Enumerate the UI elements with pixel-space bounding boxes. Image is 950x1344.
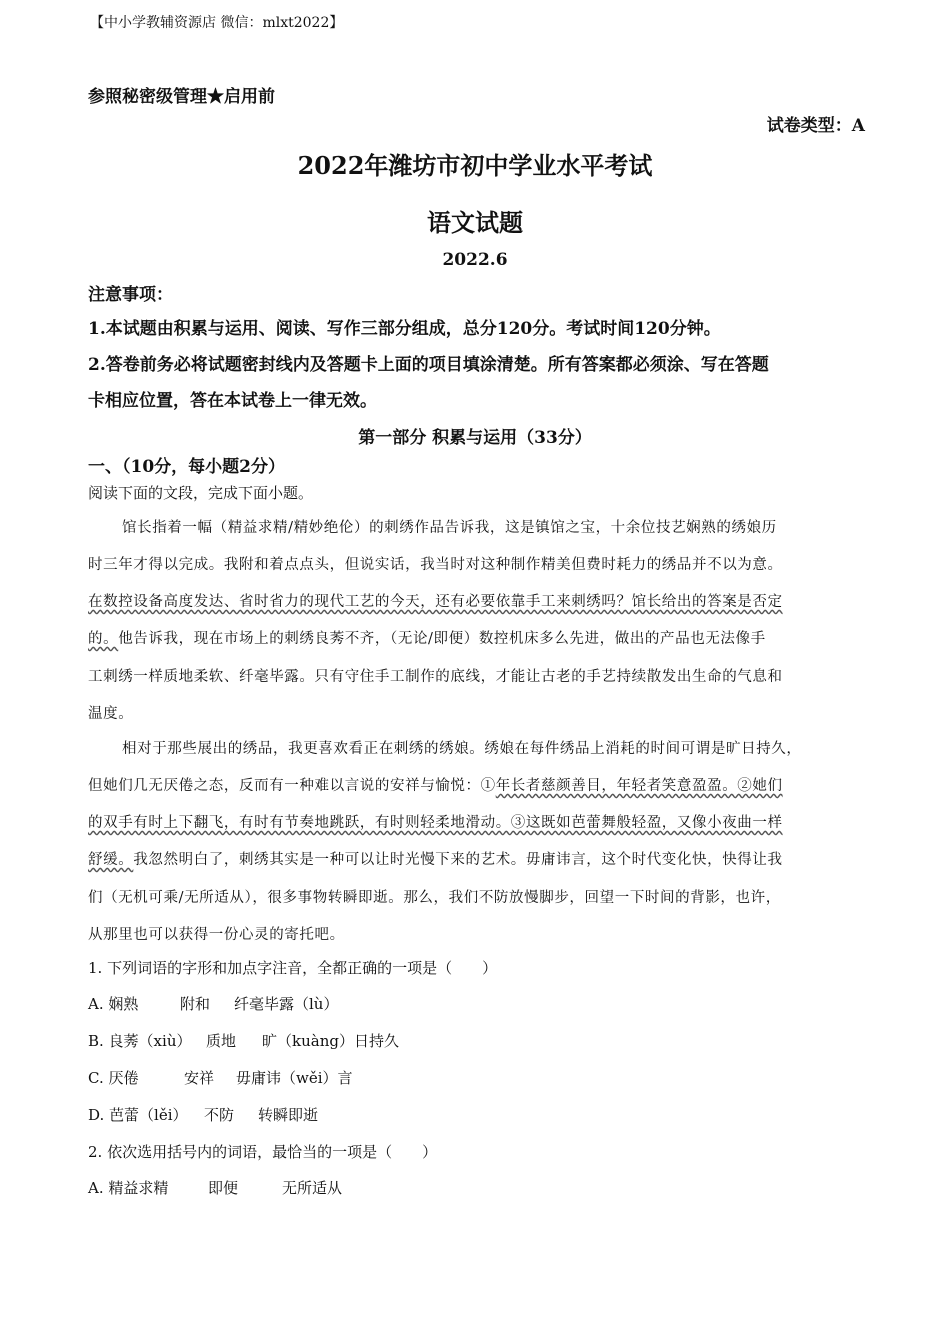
- option-text: 转瞬即逝: [258, 1106, 319, 1124]
- passage-line: 温度。: [88, 706, 134, 722]
- passage-line: 相对于那些展出的绣品，我更喜欢看正在刺绣的绣娘。绣娘在每件绣品上消耗的时间可谓是旷日持久，: [122, 741, 802, 757]
- option-text: 附和: [180, 995, 211, 1013]
- notice-title: 注意事项：: [88, 285, 173, 305]
- passage-line-underlined: 在数控设备高度发达、省时省力的现代工艺的今天，还有必要依靠手工来刺绣吗？馆长给出的答案是否定: [88, 594, 783, 610]
- paper-type-label: 试卷类型：A: [766, 116, 865, 136]
- option-text: 旷（kuàng）日持久: [262, 1032, 399, 1050]
- question-1-option-a: [88, 993, 338, 1014]
- passage-line: [88, 774, 783, 795]
- underlined-text: 的。: [88, 631, 119, 647]
- question-1-option-b: [88, 1030, 399, 1051]
- exam-title: 2022年潍坊市初中学业水平考试: [297, 151, 653, 180]
- passage-text: 我忽然明白了，刺绣其实是一种可以让时光慢下来的艺术。毋庸讳言，这个时代变化快，快得让我: [133, 852, 783, 868]
- question-1-option-c: [88, 1067, 353, 1088]
- secret-level-label: 参照秘密级管理★启用前: [88, 87, 275, 107]
- option-text: 毋庸讳（wěi）言: [236, 1069, 353, 1087]
- passage-line: [88, 627, 766, 648]
- underlined-text: 舒缓。: [88, 852, 134, 868]
- question-1-option-d: [88, 1104, 318, 1125]
- notice-item-2-line-1: 2.答卷前务必将试题密封线内及答题卡上面的项目填涂清楚。所有答案都必须涂、写在答题: [88, 355, 769, 375]
- notice-item-2-line-2: 卡相应位置，答在本试卷上一律无效。: [88, 391, 377, 411]
- option-text: C. 厌倦: [88, 1069, 139, 1087]
- passage-line-underlined: 的双手有时上下翻飞，有时有节奏地跳跃，有时则轻柔地滑动。③这既如芭蕾舞般轻盈，又像小夜曲一样: [88, 815, 783, 831]
- header-note: 【中小学教辅资源店 微信：mlxt2022】: [90, 15, 344, 31]
- question-2-option-a: [88, 1177, 342, 1198]
- subject-title: 语文试题: [427, 208, 523, 237]
- option-text: 安祥: [184, 1069, 215, 1087]
- passage-text: 他告诉我，现在市场上的刺绣良莠不齐，（无论/即便）数控机床多么先进，做出的产品也无法像手: [118, 631, 766, 647]
- exam-date: 2022.6: [442, 250, 508, 270]
- passage-text: 但她们几无厌倦之态，反而有一种难以言说的安祥与愉悦：①: [88, 778, 496, 794]
- question-2-stem: 2. 依次选用括号内的词语，最恰当的一项是（ ）: [88, 1143, 438, 1161]
- part-title: 第一部分 积累与运用（33分）: [358, 428, 592, 448]
- option-text: A. 娴熟: [88, 995, 139, 1013]
- option-text: 纤毫毕露（lù）: [234, 995, 339, 1013]
- notice-item-1: 1.本试题由积累与运用、阅读、写作三部分组成，总分120分。考试时间120分钟。: [88, 319, 721, 339]
- option-text: A. 精益求精: [88, 1179, 169, 1197]
- option-text: 即便: [208, 1179, 239, 1197]
- option-text: B. 良莠（xiù）: [88, 1032, 192, 1050]
- question-1-stem: 1. 下列词语的字形和加点字注音，全都正确的一项是（ ）: [88, 959, 498, 977]
- passage-line: 馆长指着一幅（精益求精/精妙绝伦）的刺绣作品告诉我，这是镇馆之宝，十余位技艺娴熟的绣娘历: [122, 520, 777, 536]
- option-text: 质地: [206, 1032, 237, 1050]
- option-text: D. 芭蕾（lěi）: [88, 1106, 188, 1124]
- passage-line: 时三年才得以完成。我附和着点点头，但说实话，我当时对这种制作精美但费时耗力的绣品并不以为意。: [88, 557, 783, 573]
- option-text: 不防: [204, 1106, 235, 1124]
- passage-line: 们（无机可乘/无所适从），很多事物转瞬即逝。那么，我们不防放慢脚步，回望一下时间的背影，也许，: [88, 890, 781, 906]
- passage-line: [88, 848, 783, 869]
- passage-line: 从那里也可以获得一份心灵的寄托吧。: [88, 927, 345, 943]
- underlined-text: 年长者慈颜善目，年轻者笑意盈盈。②她们: [495, 778, 783, 794]
- passage-line: 工刺绣一样质地柔软、纤毫毕露。只有守住手工制作的底线，才能让古老的手艺持续散发出生命的气息和: [88, 669, 783, 685]
- reading-instruction: 阅读下面的文段，完成下面小题。: [88, 484, 314, 502]
- option-text: 无所适从: [282, 1179, 343, 1197]
- section-title: 一、（10分，每小题2分）: [88, 457, 285, 477]
